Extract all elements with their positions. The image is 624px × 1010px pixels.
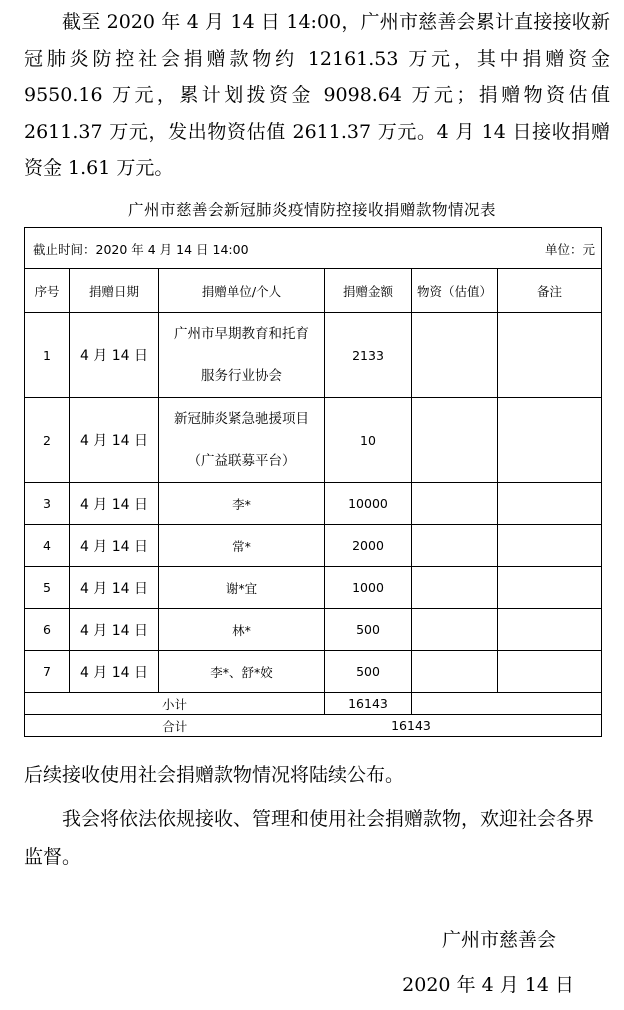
row-no: 6: [25, 609, 70, 651]
row-donor: 常*: [159, 525, 325, 567]
row-donor-line: 新冠肺炎紧急驰援项目: [174, 411, 309, 427]
row-amount: 500: [325, 651, 412, 693]
row-amount: 10: [325, 398, 412, 483]
row-donor-line: （广益联募平台）: [187, 453, 296, 469]
row-note: [498, 398, 602, 483]
table-row: [25, 398, 602, 483]
footer-notice: 后续接收使用社会捐赠款物情况将陆续公布。: [24, 764, 405, 786]
footer-statement: 我会将依法依规接收、管理和使用社会捐赠款物，欢迎社会各界监督。: [24, 808, 595, 868]
table-title: 广州市慈善会新冠肺炎疫情防控接收捐赠款物情况表: [127, 201, 496, 219]
header-date: 捐赠日期: [70, 269, 159, 313]
row-no: 7: [25, 651, 70, 693]
row-note: [498, 567, 602, 609]
signature-date: 2020 年 4 月 14 日: [402, 974, 574, 996]
row-no: 1: [25, 313, 70, 398]
row-donor: 李*: [159, 483, 325, 525]
row-date: 4 月 14 日: [70, 567, 159, 609]
row-amount: 2133: [325, 313, 412, 398]
table-cutoff-row: [25, 228, 602, 269]
header-goods: 物资（估值）: [412, 269, 498, 313]
row-note: [498, 651, 602, 693]
row-goods: [412, 567, 498, 609]
intro-paragraph: 截至 2020 年 4 月 14 日 14:00，广州市慈善会累计直接接收新冠肺炎防控社会捐赠款物约 12161.53 万元，其中捐赠资金 9550.16 万元，累计划拨资金 9098.64 万元；捐赠物资估值 2611.37 万元，发出物资估值 2611.37 万元。4 月 14 日接收捐赠资金 1.61 万元。: [24, 11, 610, 179]
donations-table: [24, 227, 602, 737]
row-date: 4 月 14 日: [70, 313, 159, 398]
cutoff-time: 截止时间：2020 年 4 月 14 日 14:00: [33, 242, 249, 257]
total-value: 16143: [325, 715, 498, 737]
row-donor: [159, 313, 325, 398]
row-donor-line: 广州市早期教育和托育: [174, 326, 309, 342]
row-no: 5: [25, 567, 70, 609]
row-goods: [412, 398, 498, 483]
row-donor: 李*、舒*姣: [159, 651, 325, 693]
row-date: 4 月 14 日: [70, 398, 159, 483]
subtotal-row: [25, 693, 602, 715]
row-no: 2: [25, 398, 70, 483]
subtotal-blank: [412, 693, 602, 715]
total-row: [25, 715, 602, 737]
row-amount: 1000: [325, 567, 412, 609]
row-date: 4 月 14 日: [70, 483, 159, 525]
unit-label: 单位：元: [545, 242, 596, 257]
table-row: [25, 525, 602, 567]
table-row: [25, 313, 602, 398]
row-goods: [412, 651, 498, 693]
row-donor: [159, 398, 325, 483]
total-label: 合计: [25, 715, 325, 737]
row-date: 4 月 14 日: [70, 651, 159, 693]
subtotal-label: 小计: [25, 693, 325, 715]
row-date: 4 月 14 日: [70, 525, 159, 567]
header-donor: 捐赠单位/个人: [159, 269, 325, 313]
header-amount: 捐赠金额: [325, 269, 412, 313]
subtotal-value: 16143: [325, 693, 412, 715]
total-blank: [498, 715, 602, 737]
table-row: [25, 567, 602, 609]
row-no: 3: [25, 483, 70, 525]
row-note: [498, 313, 602, 398]
row-note: [498, 609, 602, 651]
signature-org: 广州市慈善会: [441, 929, 556, 951]
row-note: [498, 525, 602, 567]
header-no: 序号: [25, 269, 70, 313]
row-note: [498, 483, 602, 525]
row-donor: 林*: [159, 609, 325, 651]
row-goods: [412, 525, 498, 567]
row-goods: [412, 483, 498, 525]
row-goods: [412, 313, 498, 398]
table-header-row: [25, 269, 602, 313]
header-note: 备注: [498, 269, 602, 313]
table-row: [25, 651, 602, 693]
row-date: 4 月 14 日: [70, 609, 159, 651]
table-row: [25, 483, 602, 525]
row-no: 4: [25, 525, 70, 567]
row-amount: 500: [325, 609, 412, 651]
row-donor: 谢*宜: [159, 567, 325, 609]
row-donor-line: 服务行业协会: [201, 368, 282, 384]
row-amount: 10000: [325, 483, 412, 525]
row-amount: 2000: [325, 525, 412, 567]
table-row: [25, 609, 602, 651]
row-goods: [412, 609, 498, 651]
